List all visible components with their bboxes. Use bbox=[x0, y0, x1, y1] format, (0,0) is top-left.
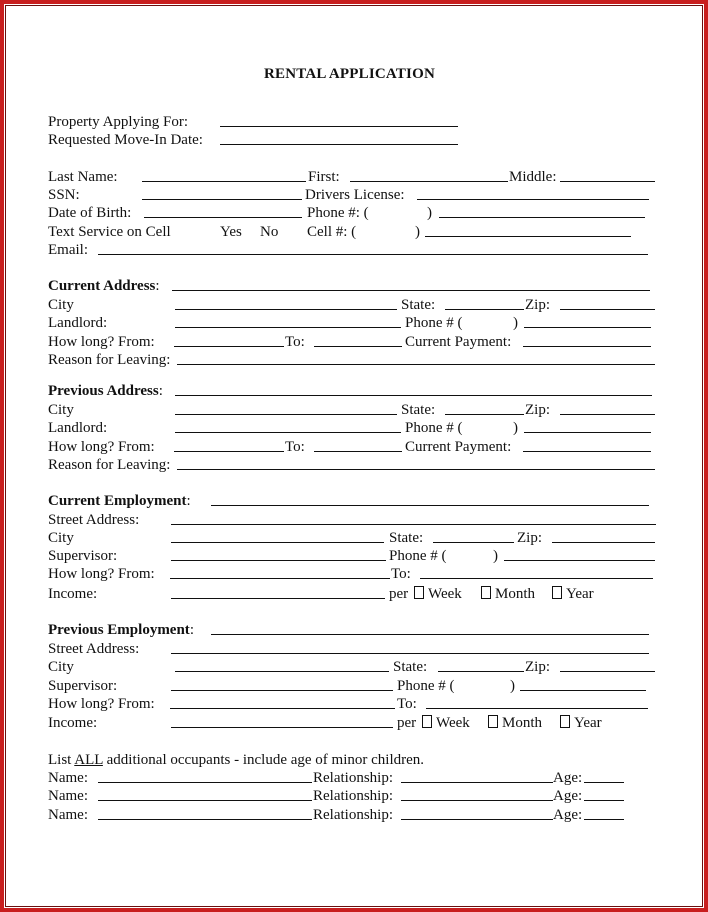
prev-emp-phone-field[interactable] bbox=[520, 678, 646, 696]
current-city-label: City bbox=[48, 297, 74, 313]
occupant-name-label: Name: bbox=[48, 788, 88, 804]
prev-emp-phone-label: Phone # ( bbox=[397, 678, 455, 694]
checkbox-icon bbox=[481, 586, 491, 599]
current-address-heading: Current Address: bbox=[48, 278, 160, 294]
current-reason-label: Reason for Leaving: bbox=[48, 352, 171, 368]
current-to-label: To: bbox=[285, 334, 305, 350]
cur-emp-week-option[interactable]: Week bbox=[414, 586, 462, 603]
move-in-date-label: Requested Move-In Date: bbox=[48, 132, 203, 148]
cur-emp-supervisor-field[interactable] bbox=[171, 548, 386, 566]
cur-emp-supervisor-label: Supervisor: bbox=[48, 548, 118, 564]
cur-emp-street-field[interactable] bbox=[171, 512, 656, 530]
drivers-license-field[interactable] bbox=[417, 187, 649, 205]
occupant-relationship-field[interactable] bbox=[401, 788, 553, 806]
previous-zip-field[interactable] bbox=[560, 402, 655, 420]
prev-emp-income-field[interactable] bbox=[171, 715, 393, 733]
occupants-intro: List ALL additional occupants - include age of minor children. bbox=[48, 752, 425, 768]
previous-state-label: State: bbox=[401, 402, 436, 418]
previous-how-long-label: How long? From: bbox=[48, 439, 155, 455]
occupant-age-label: Age: bbox=[553, 788, 583, 804]
cur-emp-phone-field[interactable] bbox=[504, 548, 655, 566]
text-service-yes[interactable]: Yes bbox=[220, 224, 242, 240]
current-address-field[interactable] bbox=[172, 278, 650, 296]
prev-emp-zip-label: Zip: bbox=[525, 659, 550, 675]
occupant-age-field[interactable] bbox=[584, 770, 624, 788]
prev-emp-supervisor-label: Supervisor: bbox=[48, 678, 118, 694]
occupant-age-field[interactable] bbox=[584, 788, 624, 806]
cur-emp-month-option[interactable]: Month bbox=[481, 586, 535, 603]
occupant-name-field[interactable] bbox=[98, 770, 312, 788]
occupant-relationship-label: Relationship: bbox=[313, 807, 393, 823]
previous-from-field[interactable] bbox=[174, 439, 284, 457]
occupant-relationship-label: Relationship: bbox=[313, 770, 393, 786]
first-name-field[interactable] bbox=[350, 169, 508, 187]
previous-zip-label: Zip: bbox=[525, 402, 550, 418]
current-employer-field[interactable] bbox=[211, 493, 649, 511]
cur-emp-zip-field[interactable] bbox=[552, 530, 655, 548]
current-landlord-phone-label: Phone # ( bbox=[405, 315, 463, 331]
current-payment-field[interactable] bbox=[523, 334, 651, 352]
cur-emp-from-field[interactable] bbox=[170, 566, 390, 584]
cell-label: Cell #: ( bbox=[307, 224, 357, 240]
cur-emp-year-option[interactable]: Year bbox=[552, 586, 594, 603]
prev-emp-phone-paren: ) bbox=[510, 678, 515, 694]
previous-city-field[interactable] bbox=[175, 402, 397, 420]
previous-address-field[interactable] bbox=[175, 383, 652, 401]
cur-emp-to-field[interactable] bbox=[420, 566, 653, 584]
prev-emp-zip-field[interactable] bbox=[560, 659, 655, 677]
occupant-name-field[interactable] bbox=[98, 788, 312, 806]
current-how-long-label: How long? From: bbox=[48, 334, 155, 350]
current-to-field[interactable] bbox=[314, 334, 402, 352]
current-landlord-phone-paren: ) bbox=[513, 315, 518, 331]
prev-emp-state-field[interactable] bbox=[438, 659, 524, 677]
previous-reason-field[interactable] bbox=[177, 457, 655, 475]
prev-emp-to-label: To: bbox=[397, 696, 417, 712]
cell-paren: ) bbox=[415, 224, 420, 240]
cur-emp-income-field[interactable] bbox=[171, 586, 385, 604]
prev-emp-week-option[interactable]: Week bbox=[422, 715, 470, 732]
previous-to-label: To: bbox=[285, 439, 305, 455]
occupant-relationship-label: Relationship: bbox=[313, 788, 393, 804]
prev-emp-street-field[interactable] bbox=[171, 641, 649, 659]
cur-emp-phone-paren: ) bbox=[493, 548, 498, 564]
previous-payment-field[interactable] bbox=[523, 439, 651, 457]
cur-emp-state-field[interactable] bbox=[433, 530, 514, 548]
current-zip-label: Zip: bbox=[525, 297, 550, 313]
current-landlord-phone-field[interactable] bbox=[524, 315, 651, 333]
previous-employment-heading: Previous Employment: bbox=[48, 622, 194, 638]
text-service-label: Text Service on Cell bbox=[48, 224, 171, 240]
previous-employer-field[interactable] bbox=[211, 622, 649, 640]
occupant-name-label: Name: bbox=[48, 807, 88, 823]
prev-emp-city-field[interactable] bbox=[175, 659, 389, 677]
prev-emp-supervisor-field[interactable] bbox=[171, 678, 393, 696]
cur-emp-phone-label: Phone # ( bbox=[389, 548, 447, 564]
checkbox-icon bbox=[488, 715, 498, 728]
cur-emp-how-long-label: How long? From: bbox=[48, 566, 155, 582]
checkbox-icon bbox=[552, 586, 562, 599]
prev-emp-from-field[interactable] bbox=[170, 696, 395, 714]
occupant-name-label: Name: bbox=[48, 770, 88, 786]
ssn-field[interactable] bbox=[142, 187, 302, 205]
text-service-no[interactable]: No bbox=[260, 224, 279, 240]
cur-emp-per-label: per bbox=[389, 586, 409, 602]
last-name-label: Last Name: bbox=[48, 169, 118, 185]
occupant-age-label: Age: bbox=[553, 807, 583, 823]
property-applying-label: Property Applying For: bbox=[48, 114, 189, 130]
current-state-field[interactable] bbox=[445, 297, 524, 315]
phone-field[interactable] bbox=[439, 205, 645, 223]
checkbox-icon bbox=[422, 715, 432, 728]
occupant-age-field[interactable] bbox=[584, 807, 624, 825]
cur-emp-income-label: Income: bbox=[48, 586, 98, 602]
previous-landlord-phone-field[interactable] bbox=[524, 420, 651, 438]
cur-emp-city-label: City bbox=[48, 530, 74, 546]
cell-field[interactable] bbox=[425, 224, 631, 242]
prev-emp-street-label: Street Address: bbox=[48, 641, 140, 657]
first-name-label: First: bbox=[308, 169, 340, 185]
cur-emp-state-label: State: bbox=[389, 530, 424, 546]
occupant-name-field[interactable] bbox=[98, 807, 312, 825]
current-reason-field[interactable] bbox=[177, 352, 655, 370]
cur-emp-zip-label: Zip: bbox=[517, 530, 542, 546]
previous-state-field[interactable] bbox=[445, 402, 524, 420]
previous-address-heading: Previous Address: bbox=[48, 383, 163, 399]
dob-field[interactable] bbox=[144, 205, 302, 223]
property-applying-field[interactable] bbox=[220, 114, 458, 132]
last-name-field[interactable] bbox=[142, 169, 306, 187]
middle-name-label: Middle: bbox=[509, 169, 557, 185]
occupant-relationship-field[interactable] bbox=[401, 807, 553, 825]
occupant-age-label: Age: bbox=[553, 770, 583, 786]
occupant-relationship-field[interactable] bbox=[401, 770, 553, 788]
move-in-date-field[interactable] bbox=[220, 132, 458, 150]
current-landlord-label: Landlord: bbox=[48, 315, 108, 331]
current-from-field[interactable] bbox=[174, 334, 284, 352]
prev-emp-month-option[interactable]: Month bbox=[488, 715, 542, 732]
checkbox-icon bbox=[414, 586, 424, 599]
previous-landlord-label: Landlord: bbox=[48, 420, 108, 436]
cur-emp-to-label: To: bbox=[391, 566, 411, 582]
cur-emp-city-field[interactable] bbox=[171, 530, 384, 548]
prev-emp-how-long-label: How long? From: bbox=[48, 696, 155, 712]
prev-emp-state-label: State: bbox=[393, 659, 428, 675]
previous-landlord-phone-paren: ) bbox=[513, 420, 518, 436]
email-field[interactable] bbox=[98, 242, 648, 260]
previous-city-label: City bbox=[48, 402, 74, 418]
current-zip-field[interactable] bbox=[560, 297, 655, 315]
previous-reason-label: Reason for Leaving: bbox=[48, 457, 171, 473]
phone-paren: ) bbox=[427, 205, 432, 221]
current-employment-heading: Current Employment: bbox=[48, 493, 191, 509]
previous-payment-label: Current Payment: bbox=[405, 439, 512, 455]
current-state-label: State: bbox=[401, 297, 436, 313]
page-title: RENTAL APPLICATION bbox=[264, 66, 435, 82]
cur-emp-street-label: Street Address: bbox=[48, 512, 140, 528]
prev-emp-year-option[interactable]: Year bbox=[560, 715, 602, 732]
prev-emp-per-label: per bbox=[397, 715, 417, 731]
previous-landlord-field[interactable] bbox=[175, 420, 401, 438]
prev-emp-to-field[interactable] bbox=[426, 696, 648, 714]
middle-name-field[interactable] bbox=[560, 169, 655, 187]
dob-label: Date of Birth: bbox=[48, 205, 132, 221]
ssn-label: SSN: bbox=[48, 187, 80, 203]
email-label: Email: bbox=[48, 242, 88, 258]
prev-emp-city-label: City bbox=[48, 659, 74, 675]
prev-emp-income-label: Income: bbox=[48, 715, 98, 731]
current-payment-label: Current Payment: bbox=[405, 334, 512, 350]
current-city-field[interactable] bbox=[175, 297, 397, 315]
previous-landlord-phone-label: Phone # ( bbox=[405, 420, 463, 436]
phone-label: Phone #: ( bbox=[307, 205, 369, 221]
drivers-license-label: Drivers License: bbox=[305, 187, 405, 203]
previous-to-field[interactable] bbox=[314, 439, 402, 457]
current-landlord-field[interactable] bbox=[175, 315, 401, 333]
checkbox-icon bbox=[560, 715, 570, 728]
